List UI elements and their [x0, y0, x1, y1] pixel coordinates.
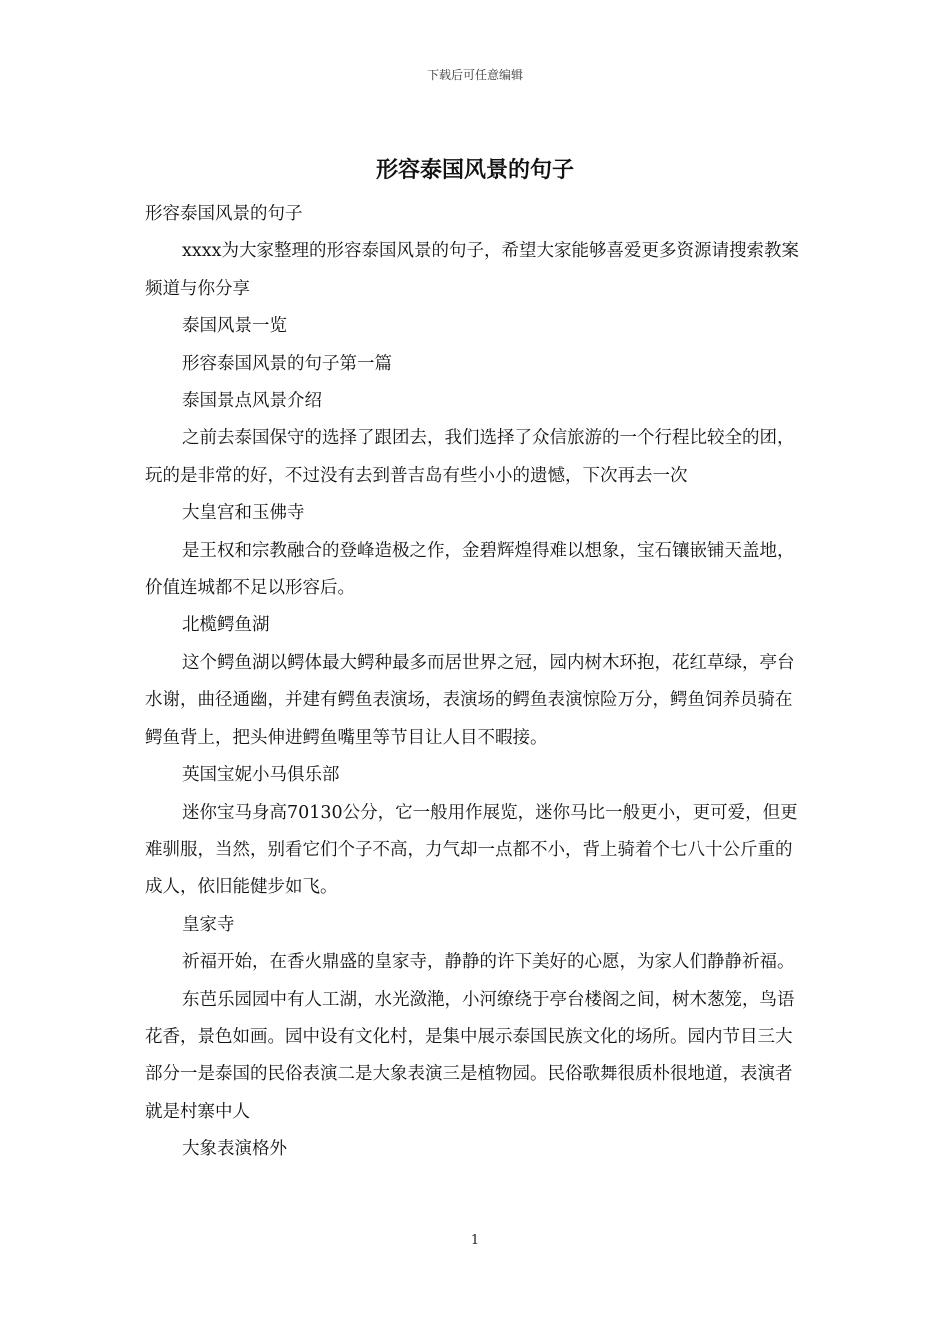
paragraph: 迷你宝马身高70130公分，它一般用作展览，迷你马比一般更小，更可爱，但更难驯服，当然，别看它们个子不高，力气却一点都不小，背上骑着个七八十公斤重的成人，依旧能健步如飞。 [145, 802, 798, 898]
section-heading: 英国宝妮小马俱乐部 [182, 765, 340, 786]
paragraph: 这个鳄鱼湖以鳄体最大鳄种最多而居世界之冠，园内树木环抱，花红草绿，亭台水谢，曲径通幽，并建有鳄鱼表演场，表演场的鳄鱼表演惊险万分，鳄鱼饲养员骑在鳄鱼背上，把头伸进鳄鱼嘴里等节目让人目不暇接。 [145, 652, 795, 748]
document-title: 形容泰国风景的句子 [375, 157, 574, 183]
page-header: 下载后可任意编辑 [426, 68, 523, 82]
paragraph: 之前去泰国保守的选择了跟团去，我们选择了众信旅游的一个行程比较全的团，玩的是非常的好，不过没有去到普吉岛有些小小的遗憾，下次再去一次 [145, 428, 795, 486]
section-heading: 泰国景点风景介绍 [182, 391, 322, 412]
paragraph: 东芭乐园园中有人工湖，水光潋滟，小河缭绕于亭台楼阁之间，树木葱笼，鸟语花香，景色如画。园中设有文化村，是集中展示泰国民族文化的场所。园内节目三大部分一是泰国的民俗表演二是大象表演三是植物园。民俗歌舞很质朴很地道，表演者就是村寨中人 [145, 989, 795, 1122]
document-body [145, 196, 805, 1169]
section-heading: 大象表演格外 [182, 1139, 287, 1160]
paragraph: 是王权和宗教融合的登峰造极之作，金碧辉煌得难以想象，宝石镶嵌铺天盖地，价值连城都不足以形容后。 [145, 540, 795, 599]
section-heading: 泰国风景一览 [182, 316, 287, 337]
paragraph: 祈福开始，在香火鼎盛的皇家寺，静静的许下美好的心愿，为家人们静静祈福。 [182, 952, 795, 973]
section-heading: 皇家寺 [182, 914, 235, 935]
page-number: 1 [470, 1233, 480, 1248]
paragraph-subtitle: 形容泰国风景的句子 [145, 204, 303, 224]
section-heading: 大皇宫和玉佛寺 [182, 503, 305, 524]
section-heading: 形容泰国风景的句子第一篇 [182, 353, 392, 374]
section-heading: 北榄鳄鱼湖 [182, 615, 270, 636]
paragraph: xxxx为大家整理的形容泰国风景的句子，希望大家能够喜爱更多资源请搜索教案频道与你分享 [145, 241, 799, 299]
